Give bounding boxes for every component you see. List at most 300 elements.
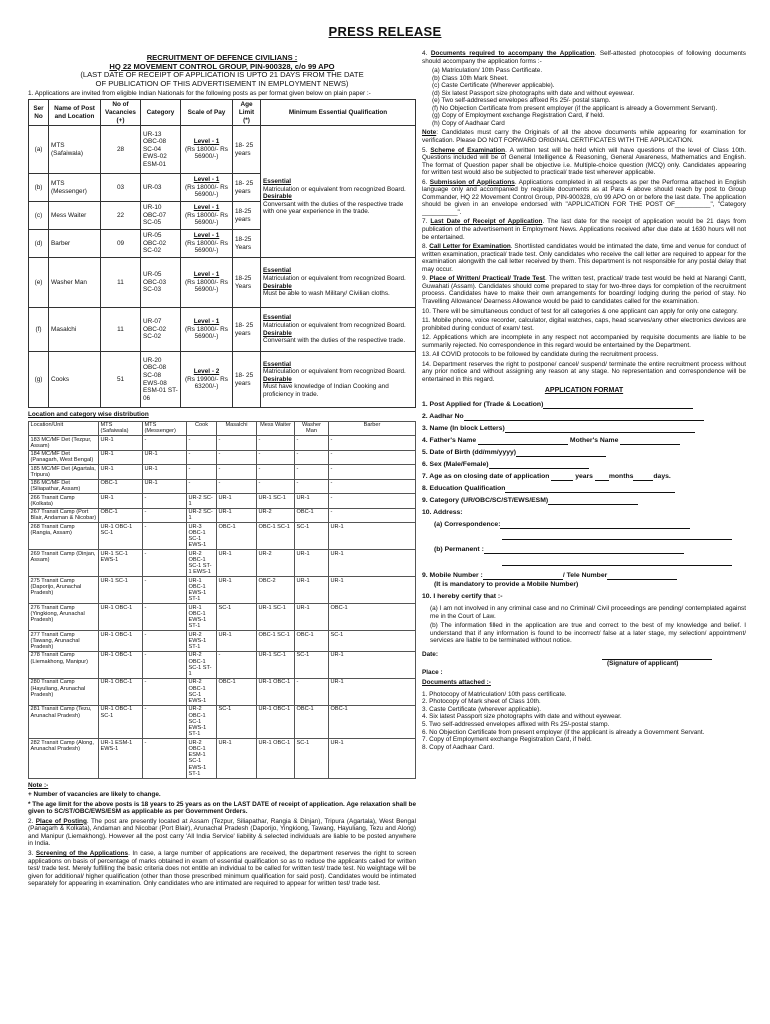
category-cell: UR-1: [217, 577, 257, 604]
ser-no: (d): [29, 230, 49, 258]
category-cell: OBC-1: [217, 523, 257, 550]
form-label: 2. Aadhar No: [422, 412, 464, 420]
category-cell: -: [295, 436, 329, 451]
blank-line: [489, 462, 589, 469]
category-cell: OBC-1: [329, 705, 416, 738]
list-item: 8. Copy of Aadhaar Card.: [422, 743, 495, 751]
qual-essential-text: Matriculation or equivalent from recognized Board.: [263, 185, 406, 193]
category-cell: -: [143, 604, 187, 631]
pay-level: Level - 2: [193, 368, 220, 376]
ser-no: (a): [29, 126, 49, 174]
place-of-test-heading: Place of Written/ Practical/ Trade Test: [429, 275, 546, 283]
category: UR-03: [141, 174, 181, 202]
form-label: (b) Permanent :: [434, 546, 484, 554]
form-mobile: [422, 572, 746, 580]
table-row: [29, 651, 416, 678]
table-row: [29, 308, 416, 352]
category-cell: -: [217, 465, 257, 480]
age-limit: 18- 25 years: [233, 126, 261, 174]
vacancies: 03: [101, 174, 141, 202]
blank-line: [551, 474, 573, 481]
qual-essential-heading: Essential: [263, 267, 292, 275]
list-item: 4. Six latest Passport size photographs with date and without eyewear.: [422, 713, 622, 721]
col-mess-waiter: Mess Waiter: [257, 421, 295, 436]
category-cell: UR-1: [217, 508, 257, 523]
category-cell: UR-1 SC-1: [257, 604, 295, 631]
para-documents: 4. Documents required to accompany the Application. Self-attested photocopies of following documents should accompany the application forms :-: [422, 50, 746, 65]
para-call-letter: 8. Call Letter for Examination. Shortlisted candidates would be intimated the date, time and venue for conduct of written examination, practical/ trade test. Only candidates who receive the call letter are required to appear for the examination alongwith the call letter received by them. This department is not responsible for any postal delay that may occur.: [422, 243, 746, 273]
list-item: (g) Copy of Employment exchange Registration Card, if held.: [432, 112, 605, 120]
category-cell: -: [329, 479, 416, 494]
category-cell: OBC-2: [257, 577, 295, 604]
scale-of-pay: [181, 258, 233, 308]
table-row: [29, 739, 416, 779]
category: UR-10 OBC-07 SC-05: [141, 202, 181, 230]
category-cell: -: [143, 705, 187, 738]
para-place-of-test: 9. Place of Written/ Practical/ Trade Test. The written test, practical/ trade test would be held at Narangi Cantt, Guwahati (Assam). Candidates should come prepared to stay for two-three days for completion of the recruitment process. Candidates have to make their own arrangements for boarding/ lodging during the period of stay. No Travelling Allowance/ Dearness Allowance would be paid to candidates called for the examination.: [422, 275, 746, 305]
list-item: (c) Caste Certificate (Wherever applicable).: [432, 82, 555, 90]
list-item: 7. Copy of Employment exchange Registration Card, if held.: [422, 736, 592, 744]
scale-of-pay: [181, 308, 233, 352]
call-letter-heading: Call Letter for Examination: [429, 243, 511, 251]
category-cell: OBC-1: [295, 508, 329, 523]
form-label: 1. Post Applied for (Trade & Location): [422, 400, 544, 408]
pay-level: Level - 1: [193, 204, 220, 212]
scheme-text: . A written test will be held which will have questions of the level of Class 10th. Questions included will be of General Intelligence & Reasoning, General Awareness, Mathematics and English. The format of Question paper shall be objective i.e. Multiple-choice question (MCQ) only. Candidates appearing for written test would also be subjected to practical/ trade test wherever applicable.: [422, 146, 746, 177]
ser-no: (e): [29, 258, 49, 308]
category: UR-13 OBC-08 SC-04 EWS-02 ESM-01: [141, 126, 181, 174]
category-cell: -: [295, 678, 329, 705]
location-cell: 275 Transit Camp (Daporijo, Arunachal Pradesh): [29, 577, 99, 604]
category-cell: -: [217, 436, 257, 451]
age-limit: 18-25 Years: [233, 230, 261, 258]
col-scale-of-pay: Scale of Pay: [181, 100, 233, 126]
pay-range: (Rs 19900/- Rs 63200/-): [185, 375, 228, 391]
note-heading: Note: [422, 129, 437, 137]
category: UR-05 OBC-02 SC-02: [141, 230, 181, 258]
category-cell: UR-1: [217, 631, 257, 652]
category-cell: -: [143, 436, 187, 451]
category-cell: -: [143, 739, 187, 779]
category-cell: UR-1 SC-1: [257, 651, 295, 678]
blank-line: [502, 559, 732, 566]
para-14: 14. Department reserves the right to postpone/ cancel/ suspend/ terminate the entire recruitment process without any prior notice and without assigning any reason at any stage. No representation and correspondence will be entertained in this regard.: [422, 360, 746, 383]
col-ser-no: Ser No: [29, 100, 49, 126]
list-item: 2. Photocopy of Mark sheet of Class 10th.: [422, 698, 541, 706]
para-11: 11. Mobile phone, voice recorder, calculator, digital watches, caps, head scarves/any other electronics devices are prohibited during conduct of exam/ test.: [422, 317, 746, 332]
place-of-posting-heading: Place of Posting: [35, 817, 87, 825]
pay-range: (Rs 18000/- Rs 56900/-): [185, 211, 228, 227]
category-cell: UR-1: [329, 550, 416, 577]
para-place-of-posting: 2. Place of Posting. The post are presently located at Assam (Tezpur, Siliapathar, Rangia & Dinjan), Tripura (Agartala), West Bengal (Panagarh & Kolkata), Andaman and Nicobar (Port Blair), Arunachal Pradesh (Daporijo, Yingkiong, Tawang, Hayuliang, Tezu and Along) and Manipur (Liemakhong). However all the post carry 'All India Service' liability & selected individuals are liable to be posted anywhere in India.: [28, 817, 416, 848]
category-cell: -: [143, 651, 187, 678]
category-cell: -: [187, 450, 217, 465]
para-note: [422, 129, 746, 144]
col-barber: Barber: [329, 421, 416, 436]
table-row: [29, 705, 416, 738]
category-cell: UR-1 SC-1: [99, 577, 143, 604]
category-cell: -: [187, 436, 217, 451]
category-cell: -: [257, 465, 295, 480]
scheme-heading: Scheme of Examination: [430, 146, 506, 154]
category-cell: -: [295, 479, 329, 494]
category-cell: UR-1: [295, 577, 329, 604]
category-cell: -: [217, 479, 257, 494]
location-table: [28, 421, 416, 779]
scale-of-pay: [181, 230, 233, 258]
category-cell: -: [143, 678, 187, 705]
right-column: [422, 50, 746, 1020]
qualification-cell: [261, 352, 416, 408]
category-cell: UR-1 OBC-1: [99, 631, 143, 652]
col-category: Category: [141, 100, 181, 126]
list-item: (b) Class 10th Mark Sheet.: [432, 74, 509, 82]
col-washer-man: Washer Man: [295, 421, 329, 436]
age-limit: 18- 25 years: [233, 174, 261, 202]
category-cell: OBC-1: [295, 705, 329, 738]
category-cell: UR-1 OBC-1: [99, 651, 143, 678]
date-signature-row: [422, 651, 746, 667]
blank-line: [464, 414, 704, 421]
category-cell: OBC-1: [295, 631, 329, 652]
table-row: [29, 479, 416, 494]
category-cell: UR-2 OBC-1 ESM-1 SC-1 EWS-1 ST-1: [187, 739, 217, 779]
category-cell: UR-3 OBC-1 SC-1 EWS-1: [187, 523, 217, 550]
form-label: 9. Category (UR/OBC/SC/ST/EWS/ESM): [422, 496, 549, 504]
table-row: [29, 494, 416, 509]
form-address: 10. Address:: [422, 508, 463, 516]
table-row: [29, 508, 416, 523]
list-item: 3. Caste Certificate (wherever applicable).: [422, 705, 541, 713]
category-cell: -: [257, 479, 295, 494]
category-cell: SC-1: [217, 604, 257, 631]
form-aadhar: [422, 413, 746, 421]
documents-attached-list: [422, 691, 746, 751]
screening-heading: Screening of the Applications: [35, 849, 129, 857]
pay-level: Level - 1: [193, 176, 220, 184]
form-label: months: [608, 472, 634, 480]
qual-essential-heading: Essential: [263, 314, 292, 322]
form-label: 3. Name (In block Letters): [422, 424, 505, 432]
category-cell: -: [143, 508, 187, 523]
col-vacancies: No of Vacancies (+): [101, 100, 141, 126]
category: UR-20 OBC-08 SC-08 EWS-08 ESM-01 ST-06: [141, 352, 181, 408]
category-cell: UR-1: [329, 678, 416, 705]
para-13: 13. All COVID protocols to be followed by candidate during the recruitment process.: [422, 351, 659, 359]
table-row: [29, 465, 416, 480]
category-cell: -: [329, 450, 416, 465]
documents-list: [422, 67, 746, 127]
table-row: [29, 352, 416, 408]
documents-text: . Self-attested photocopies of following documents should accompany the application forms :-: [422, 50, 746, 65]
call-letter-text: . Shortlisted candidates would be intimated the date, time and venue for conduct of written examination, practical/ trade test. Only candidates who receive the call letter are required to appear for the examination alongwith the call letter received by them. This department is not responsible for any postal delay that may occur.: [422, 243, 746, 273]
col-location: Location/Unit: [29, 421, 99, 436]
category-cell: UR-1 SC-1: [257, 494, 295, 509]
qual-desirable-heading: Desirable: [263, 193, 292, 201]
qual-essential-text: Matriculation or equivalent from recognized Board.: [263, 275, 406, 283]
category-cell: -: [143, 523, 187, 550]
category-cell: -: [217, 450, 257, 465]
category-cell: UR-1 OBC-1: [257, 705, 295, 738]
place-of-test-text: . The written test, practical/ trade test would be held at Narangi Cantt, Guwahati (Assam). Candidates should come prepared to stay for two-three days for completion of the recruitment process. Candidates have to make their own arrangements for boarding/ lodging during the period of stay. No Travelling Allowance/ Dearness Allowance would be paid to candidates called for the examination.: [422, 275, 746, 305]
age-limit: 18-25 years: [233, 202, 261, 230]
pay-range: (Rs 18000/- Rs 56900/-): [185, 239, 228, 255]
category-cell: UR-1: [217, 739, 257, 779]
category-cell: -: [329, 436, 416, 451]
category-cell: -: [257, 450, 295, 465]
table-row: [29, 550, 416, 577]
form-sex: [422, 461, 746, 469]
form-dob: [422, 449, 746, 457]
pay-level: Level - 1: [193, 271, 220, 279]
form-label: 4. Father's Name: [422, 436, 477, 444]
pay-level: Level - 1: [193, 232, 220, 240]
category-cell: -: [329, 494, 416, 509]
cert-b: (b) The information filled in the application are true and correct to the best of my knowledge and belief. I understand that if any information is found to be incorrect/ false at a later stage, my selection/ appointment/ services are liable to be terminated without notice.: [430, 622, 746, 645]
category-cell: UR-2 OBC-1 SC-1 EWS-1: [187, 678, 217, 705]
form-label: 6. Sex (Male/Female): [422, 460, 489, 468]
post-name: MTS (Messenger): [49, 174, 101, 202]
form-label: 7. Age as on closing date of application: [422, 472, 550, 480]
form-name: [422, 425, 746, 433]
category-cell: -: [257, 436, 295, 451]
location-cell: 266 Transit Camp (Kolkata): [29, 494, 99, 509]
category-cell: UR-1: [295, 494, 329, 509]
category-cell: UR-2: [257, 550, 295, 577]
category-cell: UR-1 SC-1 EWS-1: [99, 550, 143, 577]
ser-no: (g): [29, 352, 49, 408]
category-cell: UR-1: [329, 577, 416, 604]
category-cell: UR-1: [217, 550, 257, 577]
post-name: Masalchi: [49, 308, 101, 352]
category-cell: UR-2 SC-1: [187, 508, 217, 523]
table-row: [29, 604, 416, 631]
table-row: [29, 436, 416, 451]
header-line-2: HQ 22 MOVEMENT CONTROL GROUP, PIN-900328, c/o 99 APO: [109, 61, 335, 71]
qual-desirable-text: Must have knowledge of Indian Cooking and proficiency in trade.: [263, 383, 389, 398]
para-10: 10. There will be simultaneous conduct of test for all categories & one applicant can apply for only one category.: [422, 307, 738, 315]
age-limit: 18- 25 years: [233, 352, 261, 408]
category-cell: UR-1 OBC-1: [257, 739, 295, 779]
scale-of-pay: [181, 202, 233, 230]
category-cell: UR-1: [143, 450, 187, 465]
category-cell: UR-1: [99, 494, 143, 509]
para-12: 12. Applications which are incomplete in any respect not accompanied by requisite documents are liable to be summarily rejected. No correspondence in this regard would be entertained by the Department.: [422, 334, 746, 349]
location-cell: 184 MC/MF Det (Panagarh, West Bengal): [29, 450, 99, 465]
category-cell: OBC-1: [99, 479, 143, 494]
qual-essential-heading: Essential: [263, 360, 292, 368]
blank-line: [633, 474, 653, 481]
ser-no: (c): [29, 202, 49, 230]
category-cell: SC-1: [217, 705, 257, 738]
location-cell: 277 Transit Camp (Tawang, Arunachal Pradesh): [29, 631, 99, 652]
category-cell: UR-1: [143, 479, 187, 494]
vacancies: 28: [101, 126, 141, 174]
category-cell: UR-2 OBC-1 SC-1 ST-1 EWS-1: [187, 550, 217, 577]
list-item: 6. No Objection Certificate from present employer (if the applicant is already a Government Servant.: [422, 728, 705, 736]
pay-level: Level - 1: [193, 318, 220, 326]
application-format: [422, 401, 746, 752]
posts-table: [28, 99, 416, 408]
location-cell: 268 Transit Camp (Rangia, Assam): [29, 523, 99, 550]
category: UR-07 OBC-02 SC-02: [141, 308, 181, 352]
location-cell: 267 Transit Camp (Port Blair, Andaman & Nicobar): [29, 508, 99, 523]
post-name: Mess Waiter: [49, 202, 101, 230]
age-limit: 18-25 Years: [233, 258, 261, 308]
category-cell: -: [187, 465, 217, 480]
para-scheme: 5. Scheme of Examination. A written test will be held which will have questions of the level of Class 10th. Questions included will be of General Intelligence & Reasoning, General Awareness, Mathematics and English. The format of Question paper shall be objective i.e. Multiple-choice question (MCQ) only. Candidates appearing for written test would also be subjected to practical/ trade test wherever applicable.: [422, 146, 746, 177]
category-cell: SC-1: [329, 631, 416, 652]
header-line-4: OF PUBLICATION OF THIS ADVERTISEMENT IN EMPLOYMENT NEWS): [95, 79, 349, 89]
category-cell: UR-1: [99, 465, 143, 480]
location-cell: 282 Transit Camp (Along, Arunachal Pradesh): [29, 739, 99, 779]
press-release-title: PRESS RELEASE: [328, 24, 442, 39]
category-cell: OBC-1: [217, 678, 257, 705]
ser-no: (b): [29, 174, 49, 202]
category-cell: SC-1: [295, 651, 329, 678]
qual-desirable-text: Must be able to wash Military/ Civilian cloths.: [263, 290, 390, 298]
qual-desirable-text: Conversant with the duties of the respective trade.: [263, 337, 406, 345]
qualification-cell: [261, 308, 416, 352]
vacancies: 22: [101, 202, 141, 230]
posts-table-header: [29, 100, 416, 126]
documents-heading: Documents required to accompany the Application: [430, 50, 595, 57]
location-cell: 185 MC/MF Det (Agartala, Tripura): [29, 465, 99, 480]
vacancies: 09: [101, 230, 141, 258]
blank-line: [595, 474, 609, 481]
list-item: (h) Copy of Aadhaar Card: [432, 119, 505, 127]
col-cook: Cook: [187, 421, 217, 436]
last-date-heading: Last Date of Receipt of Application: [430, 218, 543, 226]
post-name: Barber: [49, 230, 101, 258]
para-submission: 6. Submission of Applications. Applications completed in all respects as per the Performa attached in English language only and accompanied by requisite documents as at Para 4 above should reach by post to Group Commander, HQ 22 Movement Control Group, PIN-900328, c/o 99 APO on or before the last date. The application should be given in an envelope endorsed with "APPLICATION FOR THE POST OF__________", "Category __________".: [422, 178, 746, 216]
form-label: (a) Correspondence:: [434, 520, 501, 528]
list-item: (d) Six latest Passport size photographs with date and without eyewear.: [432, 89, 635, 97]
category-cell: UR-1 OBC-1 EWS-1 ST-1: [187, 604, 217, 631]
form-age: [422, 473, 746, 481]
category-cell: SC-1: [295, 523, 329, 550]
form-label: / Tele Number: [562, 571, 608, 579]
list-item: 5. Two self-addressed envelopes affixed with Rs 25/-postal stamp.: [422, 721, 610, 729]
category-cell: UR-2 OBC-1 SC-1 EWS-1 ST-1: [187, 705, 217, 738]
vacancies: 11: [101, 258, 141, 308]
col-age-limit: Age Limit (*): [233, 100, 261, 126]
screening-text: . In case, a large number of applications are received, the department reserves the right to screen applications on basis of percentage of marks obtained in exam of essential qualification so as to reduce the applicants called for written test/ trade test. Merely fulfilling the basic criteria does not entitle an individual to be called for written test/ trade test. No weightage will be given for additional/ higher qualification (other than those prescribed minimum qualification for said post). Candidates would be intimated separately for appearing in examination. Only candidates who are intimated are required to appear for written test/ trade test.: [28, 849, 416, 888]
category-cell: UR-2 OBC-1 SC-1 ST-1: [187, 651, 217, 678]
submission-text: . Applications completed in all respects as per the Performa attached in English language only and accompanied by requisite documents as at Para 4 above should reach by post to Group Commander, HQ 22 Movement Control Group, PIN-900328, c/o 99 APO on or before the last date. The application should be given in an envelope endorsed with "APPLICATION FOR THE POST OF__________", "Category __________".: [422, 178, 746, 216]
note-age-limit: * The age limit for the above posts is 18 years to 25 years as on the LAST DATE of receipt of application. Age relaxation shall be given to SC/ST/OBC/EWS/ESM as applicable as per Government Orders.: [28, 800, 416, 816]
form-correspondence: [434, 521, 746, 529]
qual-essential-heading: Essential: [263, 178, 292, 186]
location-cell: 183 MC/MF Det (Tezpur, Assam): [29, 436, 99, 451]
left-column: [28, 54, 416, 1020]
post-name: Cooks: [49, 352, 101, 408]
category-cell: UR-1 OBC-1: [99, 604, 143, 631]
pay-range: (Rs 18000/- Rs 56900/-): [185, 325, 228, 341]
location-cell: 186 MC/MF Det (Siliapathar, Assam): [29, 479, 99, 494]
category-cell: SC-1: [295, 739, 329, 779]
blank-line: [478, 438, 568, 445]
form-correspondence-line-2: [502, 533, 746, 541]
category-cell: -: [143, 631, 187, 652]
blank-line: [516, 450, 606, 457]
blank-line: [500, 522, 690, 529]
header-line-1: RECRUITMENT OF DEFENCE CIVILIANS :: [146, 54, 298, 62]
table-row: [29, 577, 416, 604]
category-cell: OBC-1 SC-1: [257, 631, 295, 652]
form-permanent-line-2: [502, 558, 746, 566]
category: UR-05 OBC-03 SC-03: [141, 258, 181, 308]
location-cell: 269 Transit Camp (Dinjan, Assam): [29, 550, 99, 577]
category-cell: UR-1: [329, 651, 416, 678]
list-item: 1. Photocopy of Matriculation/ 10th pass certificate.: [422, 690, 567, 698]
table-row: [29, 523, 416, 550]
category-cell: UR-2: [257, 508, 295, 523]
category-cell: -: [217, 651, 257, 678]
category-cell: UR-1 OBC-1 EWS-1 ST-1: [187, 577, 217, 604]
place-label: Place :: [422, 668, 443, 676]
qual-desirable-heading: Desirable: [263, 282, 292, 290]
category-cell: UR-1 OBC-1 SC-1: [99, 523, 143, 550]
form-category: [422, 497, 746, 505]
table-row: [29, 631, 416, 652]
list-item: (a) Matriculation/ 10th Pass Certificate.: [432, 67, 543, 75]
location-cell: 281 Transit Camp (Tezu, Arunachal Pradesh): [29, 705, 99, 738]
category-cell: UR-1 OBC-1 SC-1: [99, 705, 143, 738]
blank-line: [505, 486, 675, 493]
table-row: [29, 258, 416, 308]
category-cell: UR-1: [329, 523, 416, 550]
category-cell: UR-1: [295, 604, 329, 631]
qual-desirable-text: Conversant with the duties of the respective trade with one year experience in the trade.: [263, 200, 404, 216]
submission-heading: Submission of Applications: [429, 178, 515, 186]
location-cell: 276 Transit Camp (Yingkiong, Arunachal Pradesh): [29, 604, 99, 631]
documents-attached-heading: Documents attached :-: [422, 679, 491, 687]
note-text: : Candidates must carry the Originals of all the above documents while appearing for examination for verification. Please DO NOT FORWARD ORIGINAL CERTIFICATES WITH THE APPLICATION.: [422, 129, 746, 145]
note-vacancies: + Number of vacancies are likely to change.: [28, 791, 161, 799]
scale-of-pay: [181, 174, 233, 202]
col-masalchi: Masalchi: [217, 421, 257, 436]
category-cell: -: [295, 465, 329, 480]
location-table-header: [29, 421, 416, 436]
form-education: [422, 485, 746, 493]
category-cell: OBC-1: [329, 604, 416, 631]
header-line-3: (LAST DATE OF RECEIPT OF APPLICATION IS UPTO 21 DAYS FROM THE DATE: [80, 70, 364, 80]
location-cell: 278 Transit Camp (Liemakhong, Manipur): [29, 651, 99, 678]
form-label: 8. Education Qualification: [422, 484, 506, 492]
post-name: Washer Man: [49, 258, 101, 308]
blank-line: [502, 533, 732, 540]
qual-desirable-heading: Desirable: [263, 329, 292, 337]
blank-line: [483, 573, 563, 580]
qual-essential-text: Matriculation or equivalent from recognized Board.: [263, 322, 406, 330]
location-heading: Location and category wise distribution: [28, 411, 149, 419]
ser-no: (f): [29, 308, 49, 352]
table-row: [29, 126, 416, 174]
cert-a: (a) I am not involved in any criminal case and no Criminal/ Civil proceedings are pending/ contemplated against me in the Court of Law.: [430, 605, 746, 620]
qual-desirable-heading: Desirable: [263, 375, 292, 383]
location-table-body: [29, 436, 416, 779]
form-certify: 10. I hereby certify that :-: [422, 592, 503, 600]
table-row: [29, 450, 416, 465]
category-cell: UR-2 EWS-1 ST-1: [187, 631, 217, 652]
qual-essential-text: Matriculation or equivalent from recognized Board.: [263, 368, 406, 376]
intro-paragraph: 1. Applications are invited from eligible Indian Nationals for the following posts as per format given below on plain paper :-: [28, 89, 371, 97]
date-label: Date:: [422, 650, 438, 658]
place-of-posting-text: . The post are presently located at Assam (Tezpur, Siliapathar, Rangia & Dinjan), Tripura (Agartala), West Bengal (Panagarh & Kolkata), Andaman and Nicobar (Port Blair), Arunachal Pradesh (Daporijo, Yingkiong, Tawang, Hayuliang, Tezu and Along) and Manipur (Liemakhong). However all the post carry 'All India Service' liability & selected individuals are liable to be posted anywhere in India.: [28, 817, 416, 848]
post-name: MTS (Safaiwala): [49, 126, 101, 174]
category-cell: -: [295, 450, 329, 465]
